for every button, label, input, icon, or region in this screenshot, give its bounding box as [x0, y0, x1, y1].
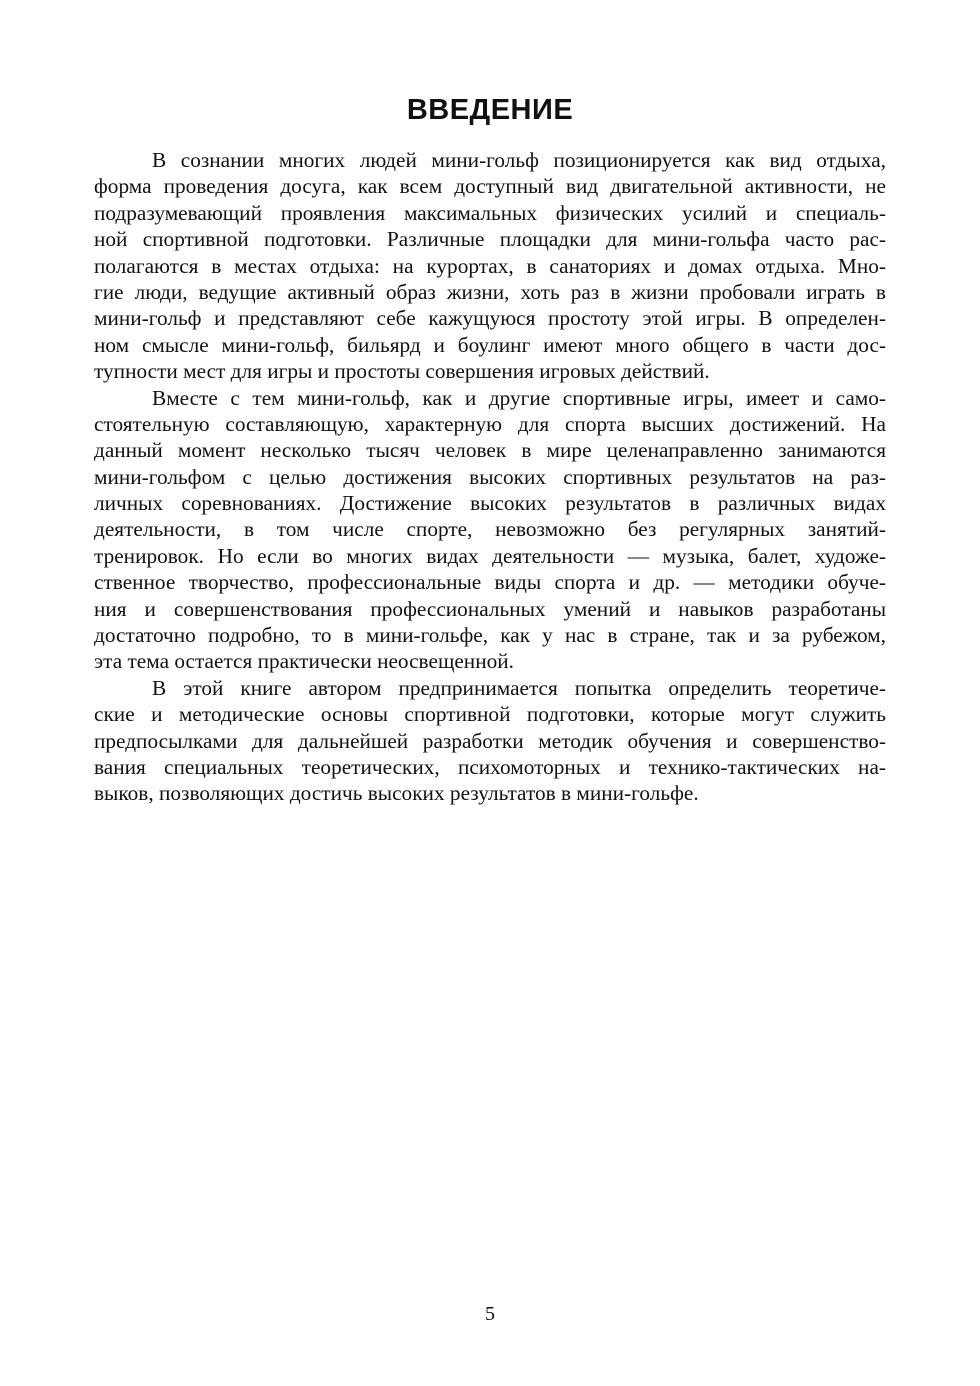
body-text: [94, 147, 886, 807]
paragraph-3-line-2: ские и методические основы спортивной подготовки, которые могут служить: [94, 702, 886, 727]
paragraph-1-line-6: гие люди, ведущие активный образ жизни, хоть раз в жизни пробовали играть в: [94, 279, 886, 304]
paragraph-2-line-1: Вместе с тем мини-гольф, как и другие спортивные игры, имеет и само-: [152, 385, 886, 410]
paragraph-1-line-2: форма проведения досуга, как всем доступный вид двигательной активности, не: [94, 174, 886, 199]
paragraph-3-line-1: В этой книге автором предпринимается попытка определить теоретиче-: [152, 675, 886, 700]
page-title: ВВЕДЕНИЕ: [406, 94, 574, 126]
paragraph-2-line-6: деятельности, в том числе спорте, невозможно без регулярных занятий-: [94, 517, 886, 542]
paragraph-2-line-5: личных соревнованиях. Достижение высоких результатов в различных видах: [94, 491, 886, 516]
page-number: 5: [485, 1303, 495, 1325]
paragraph-1-line-8: ном смысле мини-гольф, бильярд и боулинг имеют много общего в части дос-: [94, 332, 886, 357]
paragraph-2-line-2: стоятельную составляющую, характерную для спорта высших достижений. На: [94, 411, 886, 436]
paragraph-2-line-3: данный момент несколько тысяч человек в мире целенаправленно занимаются: [94, 438, 886, 463]
paragraph-1-line-7: мини-гольф и представляют себе кажущуюся простоту этой игры. В определен-: [94, 306, 886, 331]
paragraph-2-line-7: тренировок. Но если во многих видах деятельности — музыка, балет, художе-: [94, 543, 886, 568]
paragraph-2-line-8: ственное творчество, профессиональные виды спорта и др. — методики обуче-: [94, 570, 886, 595]
paragraph-1-line-3: подразумевающий проявления максимальных физических усилий и специаль-: [94, 200, 886, 225]
paragraph-2-line-9: ния и совершенствования профессиональных умений и навыков разработаны: [94, 596, 886, 621]
paragraph-1-line-4: ной спортивной подготовки. Различные площадки для мини-гольфа часто рас-: [94, 227, 886, 252]
paragraph-3-line-3: предпосылками для дальнейшей разработки методик обучения и совершенство-: [94, 728, 886, 753]
paragraph-2-line-10: достаточно подробно, то в мини-гольфе, как у нас в стране, так и за рубежом,: [94, 623, 886, 648]
paragraph-1-line-1: В сознании многих людей мини-гольф позиционируется как вид отдыха,: [152, 148, 886, 172]
paragraph-1-line-5: полагаются в местах отдыха: на курортах, в санаториях и домах отдыха. Мно-: [94, 253, 886, 278]
paragraph-2-line-4: мини-гольфом с целью достижения высоких спортивных результатов на раз-: [94, 464, 886, 489]
paragraph-1-line-9: тупности мест для игры и простоты совершения игровых действий.: [94, 359, 710, 384]
paragraph-3-line-5: выков, позволяющих достичь высоких результатов в мини-гольфе.: [94, 781, 699, 806]
paragraph-2-line-11: эта тема остается практически неосвещенной.: [94, 649, 514, 674]
paragraph-3-line-4: вания специальных теоретических, психомоторных и технико-тактических на-: [94, 754, 886, 779]
